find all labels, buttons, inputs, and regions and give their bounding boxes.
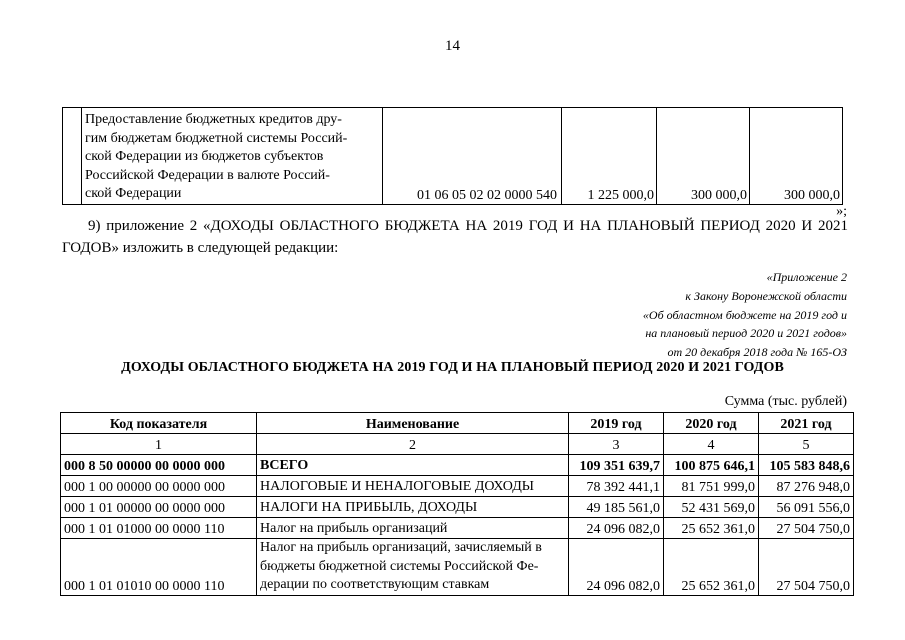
name-line: дерации по соответствующим ставкам: [260, 577, 490, 592]
sources-table-fragment: [62, 107, 843, 205]
row-name: [82, 108, 383, 205]
name-cell: НАЛОГИ НА ПРИБЫЛЬ, ДОХОДЫ: [257, 497, 569, 518]
value-2019-cell: 49 185 561,0: [569, 497, 664, 518]
name-line: Налог на прибыль организаций, зачисляемый в: [260, 540, 542, 555]
value-2020-cell: 100 875 646,1: [664, 455, 759, 476]
appendix-line: на плановый период 2020 и 2021 годов»: [645, 326, 847, 341]
index-cell: 5: [759, 434, 854, 455]
index-cell: 4: [664, 434, 759, 455]
name-line: бюджеты бюджетной системы Российской Фе-: [260, 558, 539, 574]
column-header-2020: 2020 год: [664, 413, 759, 434]
row-name-line: гим бюджетам бюджетной системы Россий-: [85, 130, 348, 146]
closing-quote: »;: [836, 204, 847, 219]
appendix-line: от 20 декабря 2018 года № 165-ОЗ: [667, 345, 847, 360]
units-label: Сумма (тыс. рублей): [724, 394, 847, 409]
code-cell: 000 1 00 00000 00 0000 000: [61, 476, 257, 497]
page-number: 14: [445, 38, 460, 54]
value-2020-cell: 25 652 361,0: [664, 518, 759, 539]
name-cell: НАЛОГОВЫЕ И НЕНАЛОГОВЫЕ ДОХОДЫ: [257, 476, 569, 497]
column-header-name: Наименование: [257, 413, 569, 434]
table-row: [63, 108, 843, 205]
empty-cell: [63, 108, 82, 205]
row-name-line: Предоставление бюджетных кредитов дру-: [85, 112, 342, 127]
appendix-header: [547, 268, 847, 362]
name-cell: Налог на прибыль организаций: [257, 518, 569, 539]
value-2021-cell: 87 276 948,0: [759, 476, 854, 497]
value-2019-cell: 78 392 441,1: [569, 476, 664, 497]
row-name-line: Российской Федерации в валюте Россий-: [85, 167, 330, 183]
appendix-line: «Приложение 2: [766, 270, 847, 284]
index-cell: 2: [257, 434, 569, 455]
column-header-2021: 2021 год: [759, 413, 854, 434]
value-2021-cell: 105 583 848,6: [759, 455, 854, 476]
code-cell: 000 1 01 01010 00 0000 110: [61, 539, 257, 596]
code-cell: 000 1 01 01000 00 0000 110: [61, 518, 257, 539]
appendix-line: к Закону Воронежской области: [685, 288, 847, 303]
name-cell: ВСЕГО: [257, 455, 569, 476]
table-row: [61, 518, 854, 539]
value-2019-cell: 24 096 082,0: [569, 539, 664, 596]
value-2021-cell: 56 091 556,0: [759, 497, 854, 518]
value-2019-cell: 24 096 082,0: [569, 518, 664, 539]
table-row: [61, 455, 854, 476]
row-value-2019: 1 225 000,0: [562, 108, 657, 205]
value-2020-cell: 25 652 361,0: [664, 539, 759, 596]
row-value-2021: 300 000,0: [750, 108, 843, 205]
code-cell: 000 1 01 00000 00 0000 000: [61, 497, 257, 518]
row-name-line: ской Федерации: [85, 186, 182, 201]
revenue-table: [60, 412, 854, 596]
index-cell: 1: [61, 434, 257, 455]
row-name-line: ской Федерации из бюджетов субъектов: [85, 149, 324, 164]
row-code: 01 06 05 02 02 0000 540: [383, 108, 562, 205]
document-title: ДОХОДЫ ОБЛАСТНОГО БЮДЖЕТА НА 2019 ГОД И НА ПЛАНОВЫЙ ПЕРИОД 2020 И 2021 ГОДОВ: [121, 360, 784, 375]
value-2020-cell: 81 751 999,0: [664, 476, 759, 497]
value-2020-cell: 52 431 569,0: [664, 497, 759, 518]
table-row: [61, 476, 854, 497]
index-row: [61, 434, 854, 455]
table-row: [61, 539, 854, 596]
column-header-code: Код показателя: [61, 413, 257, 434]
appendix-line: «Об областном бюджете на 2019 год и: [642, 307, 847, 322]
code-cell: 000 8 50 00000 00 0000 000: [61, 455, 257, 476]
value-2019-cell: 109 351 639,7: [569, 455, 664, 476]
name-cell: [257, 539, 569, 596]
value-2021-cell: 27 504 750,0: [759, 518, 854, 539]
column-header-2019: 2019 год: [569, 413, 664, 434]
index-cell: 3: [569, 434, 664, 455]
table-row: [61, 497, 854, 518]
amendment-paragraph: 9) приложение 2 «ДОХОДЫ ОБЛАСТНОГО БЮДЖЕТА НА 2019 ГОД И НА ПЛАНОВЫЙ ПЕРИОД 2020 И 2021 ГОДОВ» изложить в следующей редакции:: [62, 218, 848, 256]
row-value-2020: 300 000,0: [657, 108, 750, 205]
value-2021-cell: 27 504 750,0: [759, 539, 854, 596]
header-row: [61, 413, 854, 434]
